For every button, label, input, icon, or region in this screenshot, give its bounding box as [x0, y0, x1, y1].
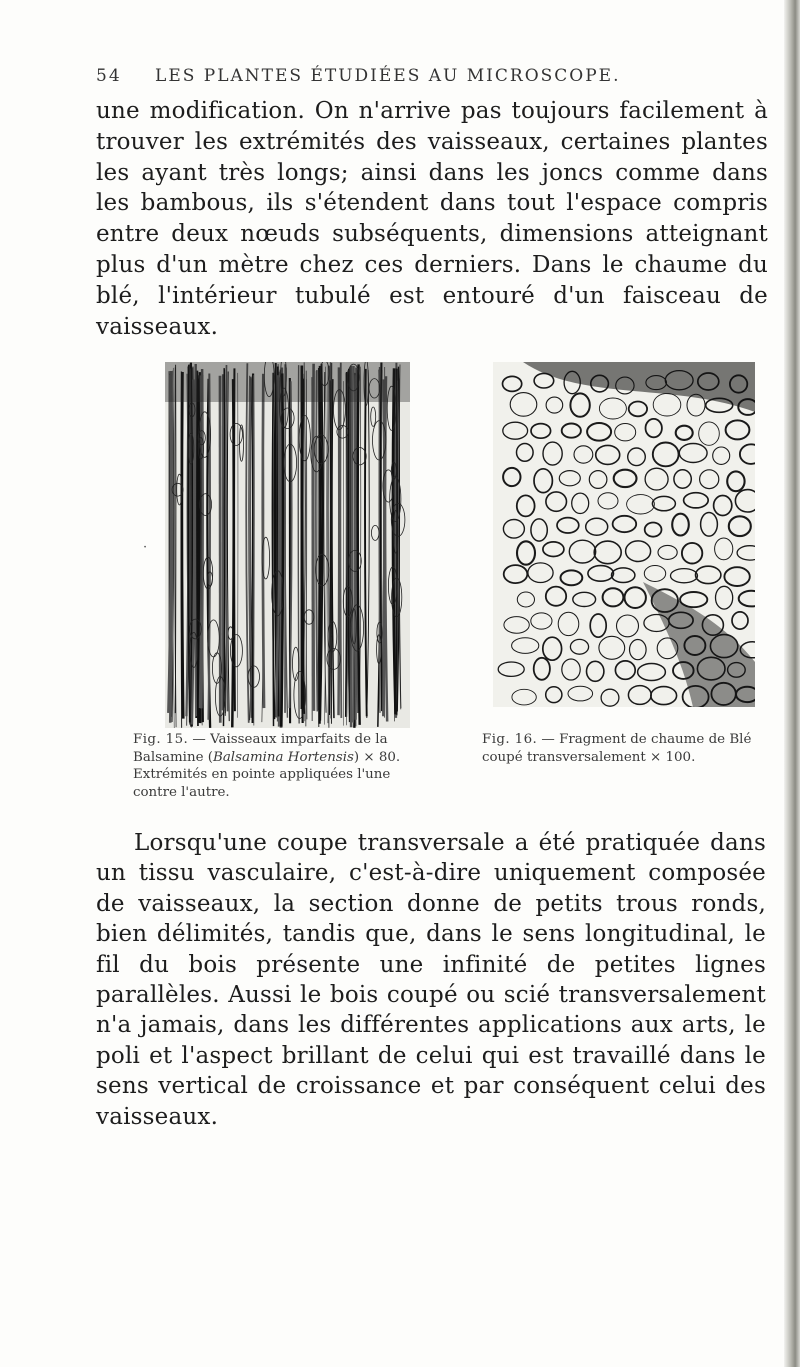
running-head: [96, 66, 746, 86]
body-paragraph-top: [96, 96, 768, 342]
figure-15-label: Fig. 15.: [133, 732, 189, 747]
figure-16-illustration: [493, 362, 755, 707]
figure-16-caption: [482, 731, 760, 766]
figure-16-engraving: [493, 362, 755, 707]
paragraph-text: Lorsqu'une coupe transversale a été pratiquée dans un tissu vasculaire, c'est-à-dire uniquement composée de vaisseaux, la section donne de petits trous ronds, bien délimités, tandis que, dans le sens longitudinal, le fil du bois présente une infinité de petites lignes parallèles. Aussi le bois coupé ou scié transversalement n'a jamais, dans les différentes applications aux arts, le poli et l'aspect brillant de celui qui est travaillé dans le sens vertical de croissance et par conséquent celui des vaisseaux.: [96, 830, 766, 1130]
figure-16-text: — Fragment de chaume de Blé coupé transversalement × 100.: [482, 732, 752, 765]
paragraph-text: une modification. On n'arrive pas toujours facilement à trouver les extrémités des vaisseaux, certaines plantes les ayant très longs; ainsi dans les joncs comme dans les bambous, ils s'étendent dans tout l'espace compris entre deux nœuds subséquents, dimensions atteignant plus d'un mètre chez ces derniers. Dans le chaume du blé, l'intérieur tubulé est entouré d'un faisceau de vaisseaux.: [96, 98, 768, 340]
stray-mark: ·: [143, 540, 148, 555]
figure-15-species: Balsamina Hortensis: [212, 749, 354, 765]
body-paragraph-bottom: [96, 828, 766, 1132]
running-title: LES PLANTES ÉTUDIÉES AU MICROSCOPE.: [155, 66, 621, 86]
figure-16-label: Fig. 16.: [482, 732, 538, 747]
figure-15-illustration: [165, 362, 410, 728]
figure-15-text-b: ) × 80. Extrémités en pointe appliquées l'une contre l'autre.: [133, 749, 401, 800]
figure-15-engraving: [165, 362, 410, 728]
page-number: 54: [96, 66, 122, 86]
figure-15-text-a: — Vaisseaux imparfaits de la Balsamine (: [133, 732, 388, 765]
page-edge-shadow: [784, 0, 800, 1367]
figure-15-caption: [133, 731, 433, 801]
